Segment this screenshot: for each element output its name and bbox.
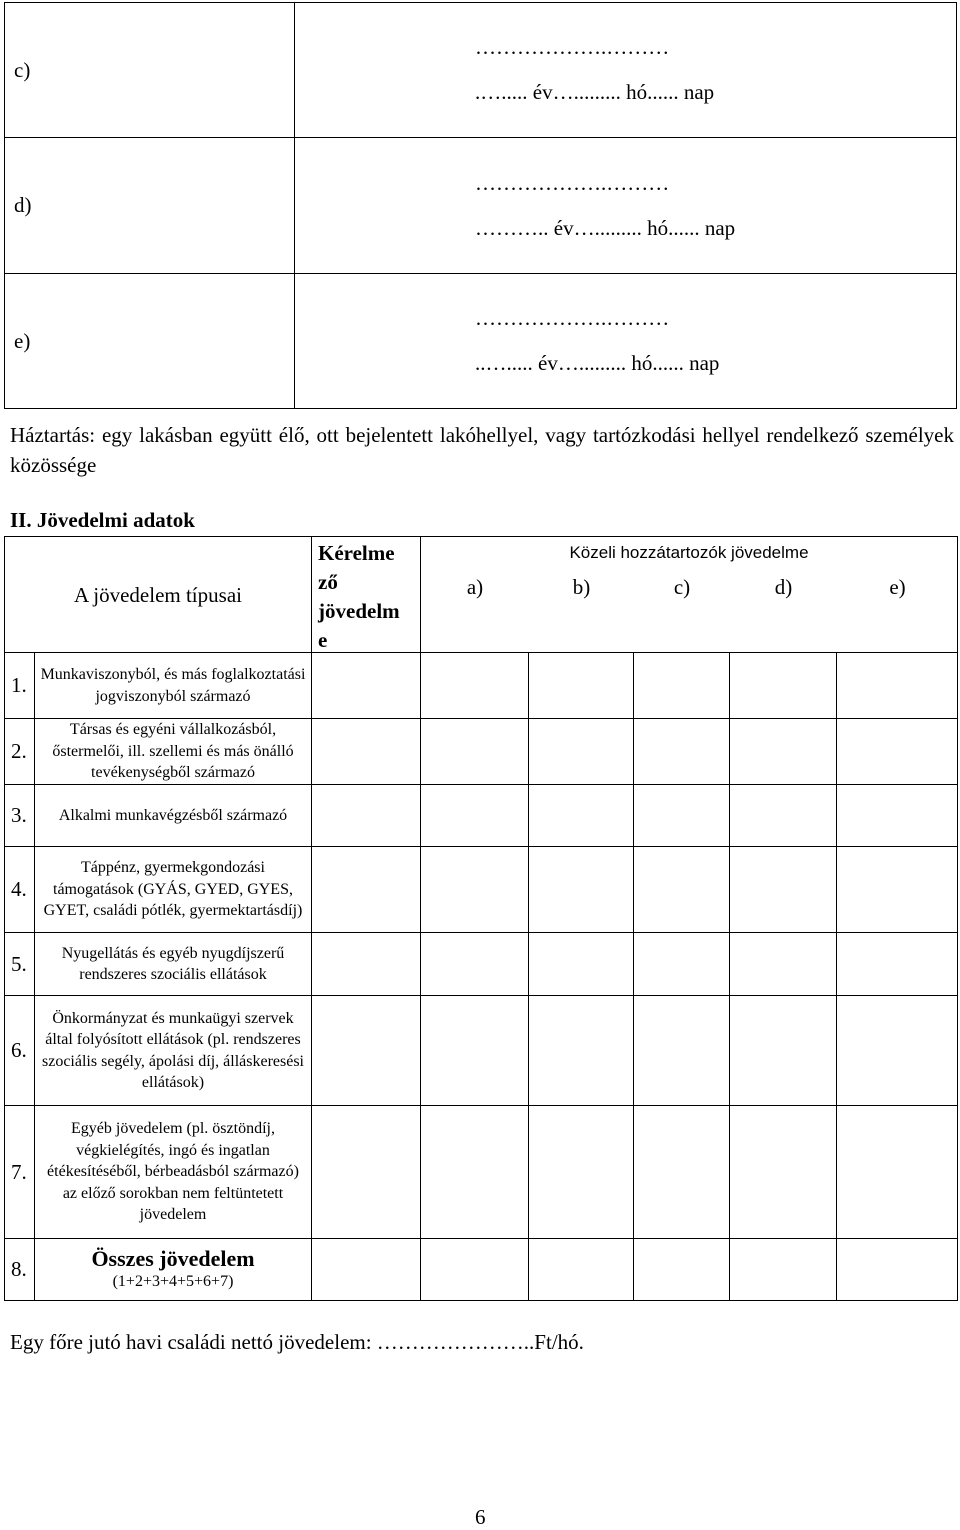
relative-a-income-input[interactable] xyxy=(420,846,529,933)
income-type-cell xyxy=(34,1105,312,1239)
income-type-cell xyxy=(34,995,312,1106)
income-type-cell xyxy=(34,932,312,996)
relative-c-income-input[interactable] xyxy=(633,718,730,785)
date-field-e[interactable] xyxy=(295,274,957,409)
relative-e-income-input[interactable] xyxy=(836,1105,958,1239)
date-line: ……………….……… xyxy=(475,35,670,59)
relative-a-income-input[interactable] xyxy=(420,1105,529,1239)
relative-d-income-input[interactable] xyxy=(729,718,837,785)
relative-column-d: d) xyxy=(774,575,793,599)
date-line-ymd: .…..... év…......... hó...... nap xyxy=(475,80,715,104)
relative-e-income-input[interactable] xyxy=(836,718,958,785)
date-line: ……………….……… xyxy=(475,306,670,330)
relative-e-income-input[interactable] xyxy=(836,932,958,996)
row-number: 2. xyxy=(4,718,35,785)
relative-d-income-input[interactable] xyxy=(729,995,837,1106)
income-type-label: Alkalmi munkavégzésből származó xyxy=(58,806,288,824)
relatives-income-header xyxy=(420,536,958,653)
type-header: A jövedelem típusai xyxy=(4,536,312,653)
relative-c-income-input[interactable] xyxy=(633,652,730,719)
relative-b-income-input[interactable] xyxy=(528,995,634,1106)
relative-a-income-input[interactable] xyxy=(420,652,529,719)
relatives-header-label: Közeli hozzátartozók jövedelme xyxy=(569,543,809,562)
household-definition: Háztartás: egy lakásban együtt élő, ott bejelentett lakóhellyel, vagy tartózkodási hellyel rendelkező személyek közössége xyxy=(10,423,954,477)
applicant-income-header: Kérelme ző jövedelm e xyxy=(311,536,421,653)
relative-a-income-input[interactable] xyxy=(420,784,529,847)
relative-d-income-input[interactable] xyxy=(729,932,837,996)
relative-b-income-input[interactable] xyxy=(528,1105,634,1239)
relative-d-income-input[interactable] xyxy=(729,1105,837,1239)
relative-e-income-input[interactable] xyxy=(836,784,958,847)
relative-e-income-input[interactable] xyxy=(836,1238,958,1301)
income-type-label: Társas és egyéni vállalkozásból, őstermelői, ill. szellemi és más önálló tevékenységből származó xyxy=(52,721,294,782)
date-line: ……………….……… xyxy=(475,170,670,195)
relative-column-a: a) xyxy=(466,575,484,599)
relative-c-income-input[interactable] xyxy=(633,846,730,933)
relative-d-income-input[interactable] xyxy=(729,1238,837,1301)
section-title: II. Jövedelmi adatok xyxy=(10,508,195,532)
row-number: 3. xyxy=(4,784,35,847)
applicant-income-input[interactable] xyxy=(311,846,421,933)
income-type-label: Nyugellátás és egyéb nyugdíjszerű rendszeres szociális ellátások xyxy=(61,944,285,983)
relative-b-income-input[interactable] xyxy=(528,1238,634,1301)
relative-c-income-input[interactable] xyxy=(633,1238,730,1301)
row-number: 4. xyxy=(4,846,35,933)
relative-c-income-input[interactable] xyxy=(633,1105,730,1239)
income-type-total-label: Összes jövedelem xyxy=(91,1245,255,1271)
applicant-income-input[interactable] xyxy=(311,1105,421,1239)
relative-e-income-input[interactable] xyxy=(836,846,958,933)
applicant-income-input[interactable] xyxy=(311,995,421,1106)
income-type-cell xyxy=(34,652,312,719)
relative-d-income-input[interactable] xyxy=(729,784,837,847)
relative-e-income-input[interactable] xyxy=(836,652,958,719)
income-type-label: Önkormányzat és munkaügyi szervek által folyósított ellátások (pl. rendszeres szociális segély, ápolási díj, álláskeresési ellátások) xyxy=(42,1009,304,1091)
relative-a-income-input[interactable] xyxy=(420,718,529,785)
relative-a-income-input[interactable] xyxy=(420,995,529,1106)
applicant-income-input[interactable] xyxy=(311,784,421,847)
relative-c-income-input[interactable] xyxy=(633,784,730,847)
row-number: 6. xyxy=(4,995,35,1106)
income-type-label: Táppénz, gyermekgondozási támogatások (GYÁS, GYED, GYES, GYET, családi pótlék, gyermektartásdíj) xyxy=(43,859,303,920)
relative-b-income-input[interactable] xyxy=(528,846,634,933)
relative-e-income-input[interactable] xyxy=(836,995,958,1106)
relative-a-income-input[interactable] xyxy=(420,932,529,996)
applicant-income-input[interactable] xyxy=(311,1238,421,1301)
relative-d-income-input[interactable] xyxy=(729,652,837,719)
relative-c-income-input[interactable] xyxy=(633,932,730,996)
page-number: 6 xyxy=(475,1505,486,1529)
row-number: 8. xyxy=(4,1238,35,1301)
relative-b-income-input[interactable] xyxy=(528,932,634,996)
income-type-cell xyxy=(34,784,312,847)
applicant-income-input[interactable] xyxy=(311,652,421,719)
income-type-label: Egyéb jövedelem (pl. ösztöndíj, végkielégítés, ingó és ingatlan étékesítéséből, bérbeadásból származó) az előző sorokban nem feltüntetett jövedelem xyxy=(47,1120,299,1224)
relative-d-income-input[interactable] xyxy=(729,846,837,933)
row-number: 7. xyxy=(4,1105,35,1239)
income-type-label: (1+2+3+4+5+6+7) xyxy=(112,1272,234,1290)
relative-column-b: b) xyxy=(572,575,591,599)
date-line-ymd: ……….. év…......... hó...... nap xyxy=(475,215,736,240)
applicant-income-input[interactable] xyxy=(311,718,421,785)
per-capita-income-line: Egy főre jutó havi családi nettó jövedelem: …………………..Ft/hó. xyxy=(10,1330,584,1354)
relative-b-income-input[interactable] xyxy=(528,784,634,847)
row-label-e: e) xyxy=(5,274,295,409)
date-field-d[interactable] xyxy=(295,138,957,274)
date-table xyxy=(4,2,957,409)
relative-column-e: e) xyxy=(889,575,906,599)
relative-b-income-input[interactable] xyxy=(528,652,634,719)
relative-a-income-input[interactable] xyxy=(420,1238,529,1301)
row-label-d: d) xyxy=(5,138,295,274)
income-type-label: Munkaviszonyból, és más foglalkoztatási jogviszonyból származó xyxy=(40,666,306,705)
row-number: 5. xyxy=(4,932,35,996)
income-type-cell xyxy=(34,846,312,933)
income-type-cell xyxy=(34,1238,312,1301)
relative-column-c: c) xyxy=(673,575,691,599)
date-line-ymd: ..…..... év…......... hó...... nap xyxy=(475,351,720,375)
date-field-c[interactable] xyxy=(295,3,957,138)
row-number: 1. xyxy=(4,652,35,719)
relative-b-income-input[interactable] xyxy=(528,718,634,785)
applicant-income-input[interactable] xyxy=(311,932,421,996)
row-label-c: c) xyxy=(5,3,295,138)
income-type-cell xyxy=(34,718,312,785)
relative-c-income-input[interactable] xyxy=(633,995,730,1106)
